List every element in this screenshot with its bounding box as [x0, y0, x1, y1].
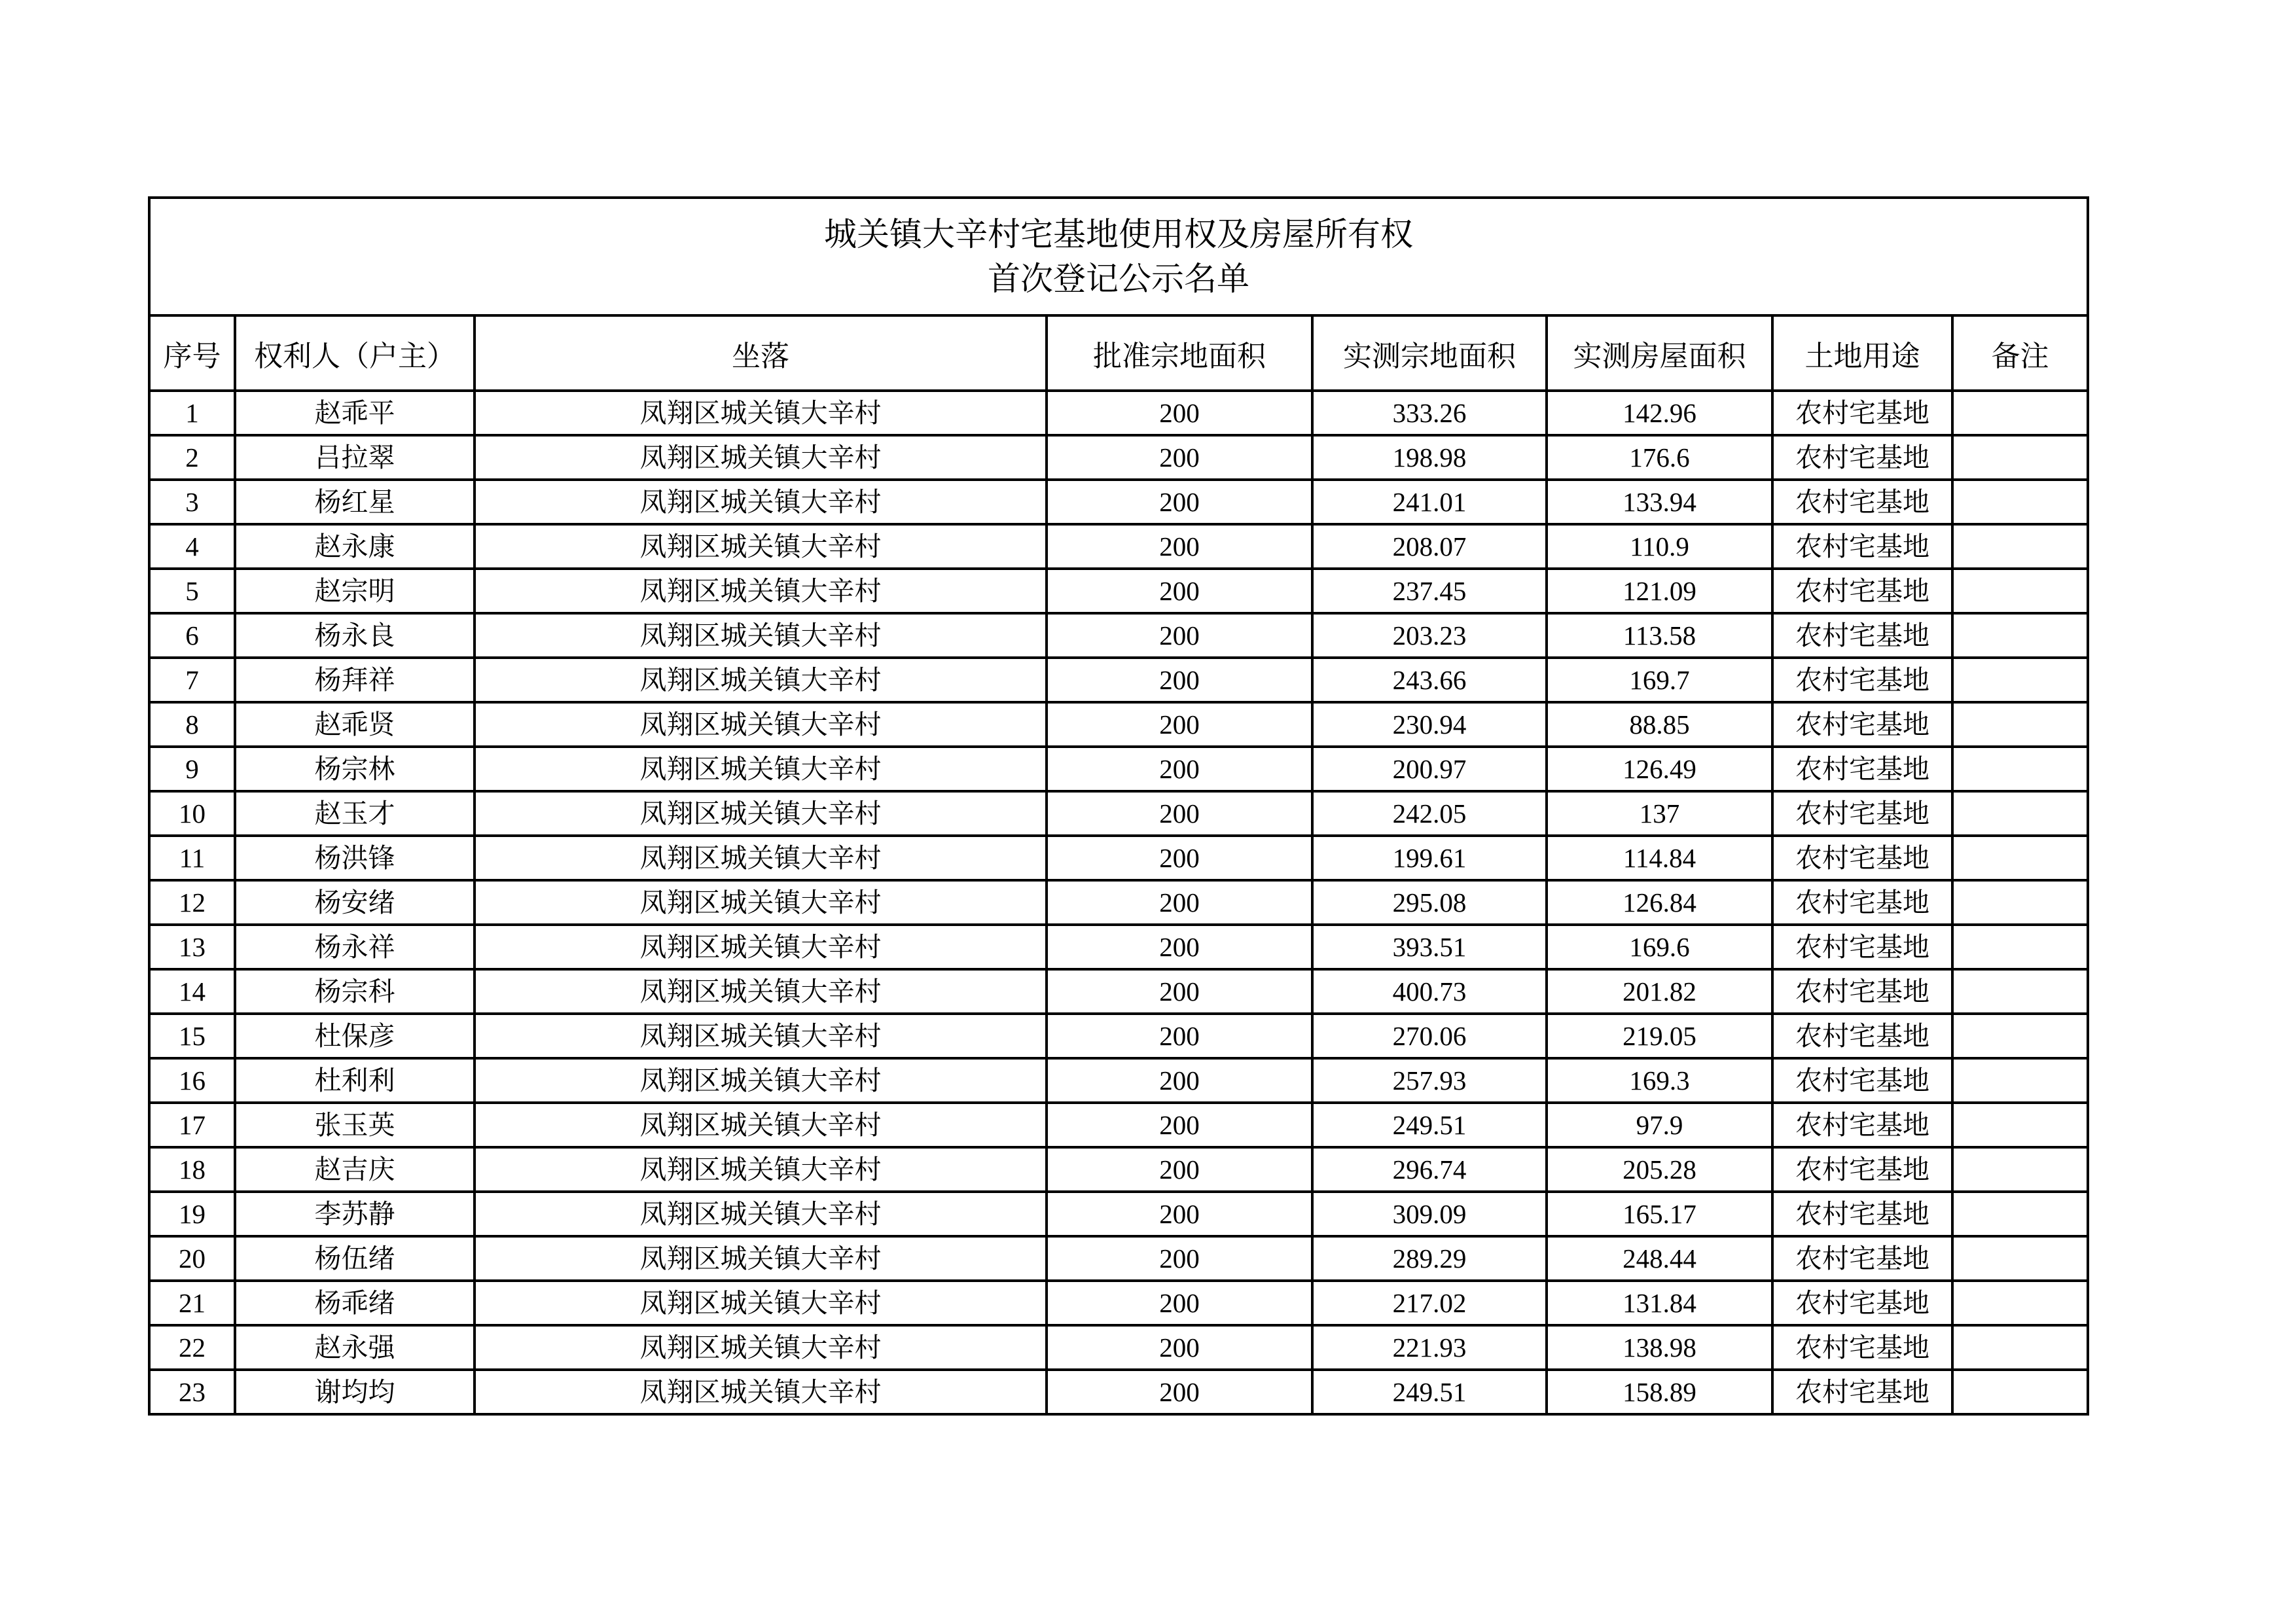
- table-row: [149, 925, 2088, 969]
- cell-location: 凤翔区城关镇大辛村: [475, 1192, 1047, 1236]
- table-row: [149, 969, 2088, 1014]
- cell-owner: 杨红星: [235, 480, 475, 524]
- cell-measured-house-area: 126.84: [1547, 880, 1772, 925]
- cell-owner: 杨永良: [235, 613, 475, 658]
- cell-measured-land-area: 221.93: [1312, 1325, 1547, 1370]
- cell-measured-land-area: 257.93: [1312, 1058, 1547, 1103]
- cell-approved-area: 200: [1047, 702, 1312, 747]
- table-row: [149, 1058, 2088, 1103]
- cell-location: 凤翔区城关镇大辛村: [475, 1147, 1047, 1192]
- cell-measured-land-area: 296.74: [1312, 1147, 1547, 1192]
- cell-remarks: [1952, 836, 2088, 880]
- cell-remarks: [1952, 391, 2088, 435]
- cell-owner: 赵乖贤: [235, 702, 475, 747]
- cell-approved-area: 200: [1047, 1103, 1312, 1147]
- header-land-use: 土地用途: [1772, 315, 1952, 391]
- cell-owner: 杨拜祥: [235, 658, 475, 702]
- table-title: [149, 198, 2088, 315]
- table-row: [149, 569, 2088, 613]
- cell-measured-house-area: 114.84: [1547, 836, 1772, 880]
- cell-location: 凤翔区城关镇大辛村: [475, 524, 1047, 569]
- cell-owner: 赵玉才: [235, 791, 475, 836]
- cell-remarks: [1952, 1014, 2088, 1058]
- cell-index: 23: [149, 1370, 235, 1414]
- cell-measured-land-area: 393.51: [1312, 925, 1547, 969]
- cell-approved-area: 200: [1047, 1236, 1312, 1281]
- cell-measured-land-area: 242.05: [1312, 791, 1547, 836]
- cell-measured-house-area: 219.05: [1547, 1014, 1772, 1058]
- cell-index: 6: [149, 613, 235, 658]
- table-row: [149, 1014, 2088, 1058]
- cell-measured-house-area: 169.3: [1547, 1058, 1772, 1103]
- cell-remarks: [1952, 1236, 2088, 1281]
- cell-index: 17: [149, 1103, 235, 1147]
- cell-remarks: [1952, 1103, 2088, 1147]
- cell-remarks: [1952, 1370, 2088, 1414]
- cell-measured-land-area: 237.45: [1312, 569, 1547, 613]
- cell-remarks: [1952, 435, 2088, 480]
- header-row: [149, 315, 2088, 391]
- registration-table: [148, 196, 2089, 1416]
- cell-measured-house-area: 248.44: [1547, 1236, 1772, 1281]
- cell-land-use: 农村宅基地: [1772, 1236, 1952, 1281]
- cell-remarks: [1952, 1192, 2088, 1236]
- cell-remarks: [1952, 1058, 2088, 1103]
- cell-measured-land-area: 241.01: [1312, 480, 1547, 524]
- cell-measured-house-area: 142.96: [1547, 391, 1772, 435]
- title-line-1: 城关镇大辛村宅基地使用权及房屋所有权: [824, 215, 1413, 253]
- cell-owner: 赵永康: [235, 524, 475, 569]
- cell-owner: 张玉英: [235, 1103, 475, 1147]
- cell-measured-house-area: 169.6: [1547, 925, 1772, 969]
- cell-approved-area: 200: [1047, 880, 1312, 925]
- title-line-2: 首次登记公示名单: [988, 260, 1249, 298]
- table-row: [149, 658, 2088, 702]
- cell-index: 13: [149, 925, 235, 969]
- cell-measured-house-area: 201.82: [1547, 969, 1772, 1014]
- cell-owner: 杜保彦: [235, 1014, 475, 1058]
- cell-index: 3: [149, 480, 235, 524]
- table-row: [149, 791, 2088, 836]
- cell-location: 凤翔区城关镇大辛村: [475, 1058, 1047, 1103]
- header-remarks: 备注: [1952, 315, 2088, 391]
- cell-measured-land-area: 270.06: [1312, 1014, 1547, 1058]
- cell-measured-land-area: 198.98: [1312, 435, 1547, 480]
- cell-owner: 杜利利: [235, 1058, 475, 1103]
- cell-location: 凤翔区城关镇大辛村: [475, 747, 1047, 791]
- cell-index: 20: [149, 1236, 235, 1281]
- cell-remarks: [1952, 1147, 2088, 1192]
- cell-land-use: 农村宅基地: [1772, 1281, 1952, 1325]
- cell-land-use: 农村宅基地: [1772, 658, 1952, 702]
- cell-approved-area: 200: [1047, 391, 1312, 435]
- cell-location: 凤翔区城关镇大辛村: [475, 836, 1047, 880]
- cell-approved-area: 200: [1047, 791, 1312, 836]
- cell-land-use: 农村宅基地: [1772, 747, 1952, 791]
- cell-index: 4: [149, 524, 235, 569]
- table-row: [149, 836, 2088, 880]
- cell-owner: 赵乖平: [235, 391, 475, 435]
- cell-owner: 谢均均: [235, 1370, 475, 1414]
- table-row: [149, 702, 2088, 747]
- cell-remarks: [1952, 747, 2088, 791]
- table-row: [149, 1236, 2088, 1281]
- cell-owner: 赵吉庆: [235, 1147, 475, 1192]
- cell-index: 10: [149, 791, 235, 836]
- header-index: 序号: [149, 315, 235, 391]
- table-row: [149, 1325, 2088, 1370]
- cell-land-use: 农村宅基地: [1772, 791, 1952, 836]
- cell-land-use: 农村宅基地: [1772, 569, 1952, 613]
- table-row: [149, 480, 2088, 524]
- cell-land-use: 农村宅基地: [1772, 1325, 1952, 1370]
- cell-measured-land-area: 333.26: [1312, 391, 1547, 435]
- cell-measured-house-area: 97.9: [1547, 1103, 1772, 1147]
- cell-remarks: [1952, 925, 2088, 969]
- cell-approved-area: 200: [1047, 435, 1312, 480]
- cell-measured-land-area: 230.94: [1312, 702, 1547, 747]
- cell-location: 凤翔区城关镇大辛村: [475, 569, 1047, 613]
- cell-index: 11: [149, 836, 235, 880]
- cell-land-use: 农村宅基地: [1772, 480, 1952, 524]
- cell-owner: 杨安绪: [235, 880, 475, 925]
- cell-measured-land-area: 249.51: [1312, 1370, 1547, 1414]
- table-row: [149, 613, 2088, 658]
- cell-measured-house-area: 169.7: [1547, 658, 1772, 702]
- cell-land-use: 农村宅基地: [1772, 613, 1952, 658]
- cell-land-use: 农村宅基地: [1772, 1370, 1952, 1414]
- cell-measured-house-area: 205.28: [1547, 1147, 1772, 1192]
- cell-land-use: 农村宅基地: [1772, 1103, 1952, 1147]
- cell-index: 14: [149, 969, 235, 1014]
- table-row: [149, 435, 2088, 480]
- table-row: [149, 1281, 2088, 1325]
- cell-approved-area: 200: [1047, 524, 1312, 569]
- cell-location: 凤翔区城关镇大辛村: [475, 613, 1047, 658]
- header-approved-area: 批准宗地面积: [1047, 315, 1312, 391]
- cell-land-use: 农村宅基地: [1772, 1192, 1952, 1236]
- table-row: [149, 1103, 2088, 1147]
- cell-approved-area: 200: [1047, 613, 1312, 658]
- cell-remarks: [1952, 569, 2088, 613]
- cell-approved-area: 200: [1047, 836, 1312, 880]
- cell-index: 7: [149, 658, 235, 702]
- cell-index: 18: [149, 1147, 235, 1192]
- cell-location: 凤翔区城关镇大辛村: [475, 791, 1047, 836]
- cell-remarks: [1952, 524, 2088, 569]
- cell-owner: 吕拉翠: [235, 435, 475, 480]
- cell-owner: 杨宗林: [235, 747, 475, 791]
- cell-approved-area: 200: [1047, 925, 1312, 969]
- cell-index: 9: [149, 747, 235, 791]
- cell-owner: 赵永强: [235, 1325, 475, 1370]
- cell-land-use: 农村宅基地: [1772, 880, 1952, 925]
- cell-remarks: [1952, 791, 2088, 836]
- cell-location: 凤翔区城关镇大辛村: [475, 1281, 1047, 1325]
- cell-location: 凤翔区城关镇大辛村: [475, 880, 1047, 925]
- cell-index: 5: [149, 569, 235, 613]
- cell-approved-area: 200: [1047, 1192, 1312, 1236]
- cell-measured-house-area: 131.84: [1547, 1281, 1772, 1325]
- cell-index: 22: [149, 1325, 235, 1370]
- cell-measured-land-area: 400.73: [1312, 969, 1547, 1014]
- cell-approved-area: 200: [1047, 1281, 1312, 1325]
- cell-land-use: 农村宅基地: [1772, 1014, 1952, 1058]
- cell-owner: 杨洪锋: [235, 836, 475, 880]
- cell-approved-area: 200: [1047, 658, 1312, 702]
- cell-remarks: [1952, 969, 2088, 1014]
- cell-location: 凤翔区城关镇大辛村: [475, 1370, 1047, 1414]
- cell-index: 19: [149, 1192, 235, 1236]
- cell-approved-area: 200: [1047, 1325, 1312, 1370]
- cell-measured-house-area: 133.94: [1547, 480, 1772, 524]
- header-owner: 权利人（户主）: [235, 315, 475, 391]
- cell-measured-land-area: 289.29: [1312, 1236, 1547, 1281]
- table-body: [149, 391, 2088, 1414]
- cell-measured-house-area: 126.49: [1547, 747, 1772, 791]
- header-measured-land-area: 实测宗地面积: [1312, 315, 1547, 391]
- cell-location: 凤翔区城关镇大辛村: [475, 658, 1047, 702]
- cell-index: 21: [149, 1281, 235, 1325]
- cell-land-use: 农村宅基地: [1772, 1147, 1952, 1192]
- cell-index: 16: [149, 1058, 235, 1103]
- cell-owner: 李苏静: [235, 1192, 475, 1236]
- cell-index: 15: [149, 1014, 235, 1058]
- cell-measured-land-area: 203.23: [1312, 613, 1547, 658]
- cell-measured-house-area: 165.17: [1547, 1192, 1772, 1236]
- registration-sheet: [148, 196, 2087, 1416]
- cell-approved-area: 200: [1047, 1370, 1312, 1414]
- cell-remarks: [1952, 613, 2088, 658]
- cell-remarks: [1952, 1281, 2088, 1325]
- table-row: [149, 1147, 2088, 1192]
- cell-measured-land-area: 295.08: [1312, 880, 1547, 925]
- cell-measured-land-area: 249.51: [1312, 1103, 1547, 1147]
- cell-measured-house-area: 113.58: [1547, 613, 1772, 658]
- header-measured-house-area: 实测房屋面积: [1547, 315, 1772, 391]
- cell-measured-house-area: 176.6: [1547, 435, 1772, 480]
- cell-measured-house-area: 137: [1547, 791, 1772, 836]
- table-row: [149, 524, 2088, 569]
- cell-remarks: [1952, 880, 2088, 925]
- cell-approved-area: 200: [1047, 480, 1312, 524]
- cell-owner: 杨宗科: [235, 969, 475, 1014]
- cell-index: 12: [149, 880, 235, 925]
- cell-measured-house-area: 121.09: [1547, 569, 1772, 613]
- cell-location: 凤翔区城关镇大辛村: [475, 702, 1047, 747]
- cell-measured-house-area: 158.89: [1547, 1370, 1772, 1414]
- cell-location: 凤翔区城关镇大辛村: [475, 925, 1047, 969]
- cell-owner: 杨乖绪: [235, 1281, 475, 1325]
- cell-location: 凤翔区城关镇大辛村: [475, 480, 1047, 524]
- cell-owner: 杨永祥: [235, 925, 475, 969]
- cell-index: 8: [149, 702, 235, 747]
- table-row: [149, 1370, 2088, 1414]
- cell-approved-area: 200: [1047, 1147, 1312, 1192]
- cell-approved-area: 200: [1047, 569, 1312, 613]
- cell-approved-area: 200: [1047, 747, 1312, 791]
- cell-land-use: 农村宅基地: [1772, 836, 1952, 880]
- cell-index: 2: [149, 435, 235, 480]
- cell-measured-land-area: 199.61: [1312, 836, 1547, 880]
- cell-location: 凤翔区城关镇大辛村: [475, 1103, 1047, 1147]
- cell-measured-house-area: 138.98: [1547, 1325, 1772, 1370]
- cell-location: 凤翔区城关镇大辛村: [475, 391, 1047, 435]
- cell-measured-land-area: 243.66: [1312, 658, 1547, 702]
- cell-land-use: 农村宅基地: [1772, 702, 1952, 747]
- cell-land-use: 农村宅基地: [1772, 969, 1952, 1014]
- cell-measured-land-area: 208.07: [1312, 524, 1547, 569]
- cell-land-use: 农村宅基地: [1772, 1058, 1952, 1103]
- cell-measured-land-area: 200.97: [1312, 747, 1547, 791]
- cell-owner: 赵宗明: [235, 569, 475, 613]
- table-row: [149, 880, 2088, 925]
- cell-approved-area: 200: [1047, 1014, 1312, 1058]
- cell-location: 凤翔区城关镇大辛村: [475, 1014, 1047, 1058]
- cell-approved-area: 200: [1047, 969, 1312, 1014]
- cell-location: 凤翔区城关镇大辛村: [475, 1325, 1047, 1370]
- cell-land-use: 农村宅基地: [1772, 925, 1952, 969]
- cell-land-use: 农村宅基地: [1772, 524, 1952, 569]
- table-row: [149, 391, 2088, 435]
- cell-approved-area: 200: [1047, 1058, 1312, 1103]
- cell-remarks: [1952, 480, 2088, 524]
- cell-location: 凤翔区城关镇大辛村: [475, 969, 1047, 1014]
- header-location: 坐落: [475, 315, 1047, 391]
- cell-index: 1: [149, 391, 235, 435]
- cell-remarks: [1952, 658, 2088, 702]
- cell-remarks: [1952, 1325, 2088, 1370]
- cell-location: 凤翔区城关镇大辛村: [475, 1236, 1047, 1281]
- table-row: [149, 747, 2088, 791]
- cell-land-use: 农村宅基地: [1772, 435, 1952, 480]
- cell-land-use: 农村宅基地: [1772, 391, 1952, 435]
- cell-measured-land-area: 309.09: [1312, 1192, 1547, 1236]
- cell-measured-land-area: 217.02: [1312, 1281, 1547, 1325]
- cell-remarks: [1952, 702, 2088, 747]
- cell-owner: 杨伍绪: [235, 1236, 475, 1281]
- cell-measured-house-area: 88.85: [1547, 702, 1772, 747]
- cell-measured-house-area: 110.9: [1547, 524, 1772, 569]
- cell-location: 凤翔区城关镇大辛村: [475, 435, 1047, 480]
- table-row: [149, 1192, 2088, 1236]
